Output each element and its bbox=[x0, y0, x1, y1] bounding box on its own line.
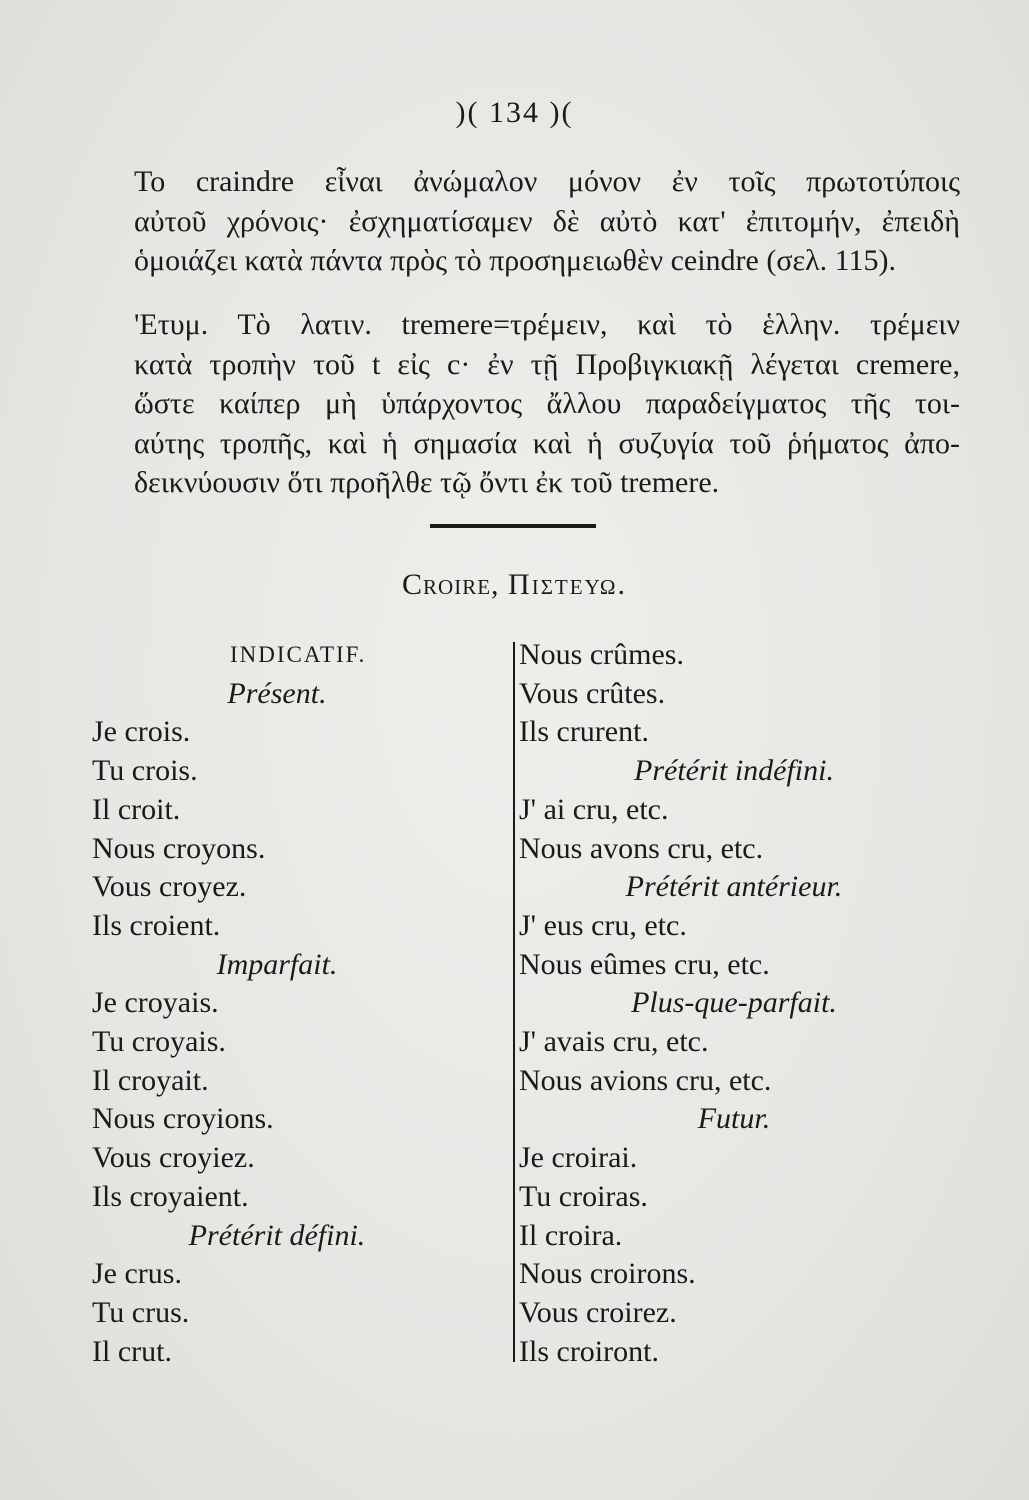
verb-form: Il croit. bbox=[92, 792, 181, 826]
tense-heading-present: Présent. bbox=[227, 676, 327, 710]
section-divider-rule bbox=[430, 524, 596, 528]
verb-form: Vous croirez. bbox=[519, 1295, 677, 1329]
verb-form: Il croyait. bbox=[92, 1063, 209, 1097]
verb-form: J' ai cru, etc. bbox=[519, 792, 669, 826]
verb-form: Tu crois. bbox=[92, 754, 198, 788]
verb-form: Nous croyons. bbox=[92, 831, 266, 865]
verb-form: Vous crûtes. bbox=[519, 676, 666, 710]
text-line: αὐτοῦ χρόνοις· ἐσχηματίσαμεν δὲ αὐτὸ κατ' ἐπιτομήν, ἐπειδὴ bbox=[134, 204, 960, 238]
page-number: )( 134 )( bbox=[455, 96, 574, 129]
text-line: αύτης τροπῆς, καὶ ἡ σημασία καὶ ἡ συζυγία τοῦ ῥήματος ἀπο- bbox=[134, 426, 960, 460]
verb-form: Tu croyais. bbox=[92, 1025, 226, 1059]
mood-heading: INDICATIF. bbox=[230, 642, 367, 667]
verb-form: Nous croyions. bbox=[92, 1102, 274, 1136]
tense-heading-plus-que-parfait: Plus-que-parfait. bbox=[631, 986, 837, 1020]
verb-form: Nous eûmes cru, etc. bbox=[519, 947, 770, 981]
column-divider bbox=[513, 642, 515, 1362]
section-title-french: Croire, bbox=[402, 568, 500, 601]
verb-form: Ils croyaient. bbox=[92, 1179, 249, 1213]
verb-form: Vous croyiez. bbox=[92, 1141, 255, 1175]
verb-form: J' avais cru, etc. bbox=[519, 1025, 709, 1059]
verb-form: Je croirai. bbox=[519, 1141, 638, 1175]
paragraph-craindre-note bbox=[134, 162, 960, 281]
verb-form: Il croira. bbox=[519, 1218, 623, 1252]
verb-form: Je crus. bbox=[92, 1257, 182, 1291]
text-line: δεικνύουσιν ὅτι προῆλθε τῷ ὄντι ἐκ τοῦ tremere. bbox=[134, 466, 720, 499]
paragraph-etymology bbox=[134, 305, 960, 503]
text-line: ὁμοιάζει κατὰ πάντα πρὸς τὸ προσημειωθὲν ceindre (σελ. 115). bbox=[134, 244, 897, 277]
text-line: ὥστε καίπερ μὴ ὑπάρχοντος ἄλλου παραδείγματος τῆς τοι- bbox=[134, 387, 960, 420]
section-title bbox=[0, 568, 1029, 602]
tense-heading-futur: Futur. bbox=[697, 1102, 771, 1136]
tense-heading-imparfait: Imparfait. bbox=[216, 947, 338, 981]
verb-form: Ils croiront. bbox=[519, 1334, 659, 1368]
verb-form: J' eus cru, etc. bbox=[519, 908, 687, 942]
verb-form: Je crois. bbox=[92, 715, 191, 749]
tense-heading-preterit-defini: Prétérit défini. bbox=[188, 1218, 366, 1252]
text-line: κατὰ τροπὴν τοῦ t εἰς c· ἐν τῇ Προβιγκιακῇ λέγεται cremere, bbox=[134, 347, 960, 381]
section-title-greek: Πιστευω. bbox=[508, 568, 627, 601]
verb-form: Ils croient. bbox=[92, 908, 221, 942]
verb-form: Je croyais. bbox=[92, 986, 219, 1020]
verb-form: Il crut. bbox=[92, 1334, 172, 1368]
tense-heading-preterit-indefini: Prétérit indéfini. bbox=[634, 754, 834, 788]
text-line: 'Ετυμ. Τὸ λατιν. tremere=τρέμειν, καὶ τὸ ἑλλην. τρέμειν bbox=[134, 308, 960, 341]
verb-form: Nous avions cru, etc. bbox=[519, 1063, 772, 1097]
verb-form: Nous crûmes. bbox=[519, 638, 684, 671]
verb-form: Nous avons cru, etc. bbox=[519, 831, 764, 865]
conjugation-left-column bbox=[92, 636, 422, 1371]
verb-form: Vous croyez. bbox=[92, 870, 247, 904]
verb-form: Tu crus. bbox=[92, 1295, 190, 1329]
verb-form: Nous croirons. bbox=[519, 1257, 696, 1291]
verb-form: Tu croiras. bbox=[519, 1179, 648, 1213]
text-line: Το craindre εἶναι ἀνώμαλον μόνον ἐν τοῖς πρωτοτύποις bbox=[134, 165, 960, 198]
tense-heading-preterit-anterieur: Prétérit antérieur. bbox=[625, 870, 843, 904]
verb-form: Ils crurent. bbox=[519, 715, 649, 749]
conjugation-right-column bbox=[519, 636, 879, 1371]
